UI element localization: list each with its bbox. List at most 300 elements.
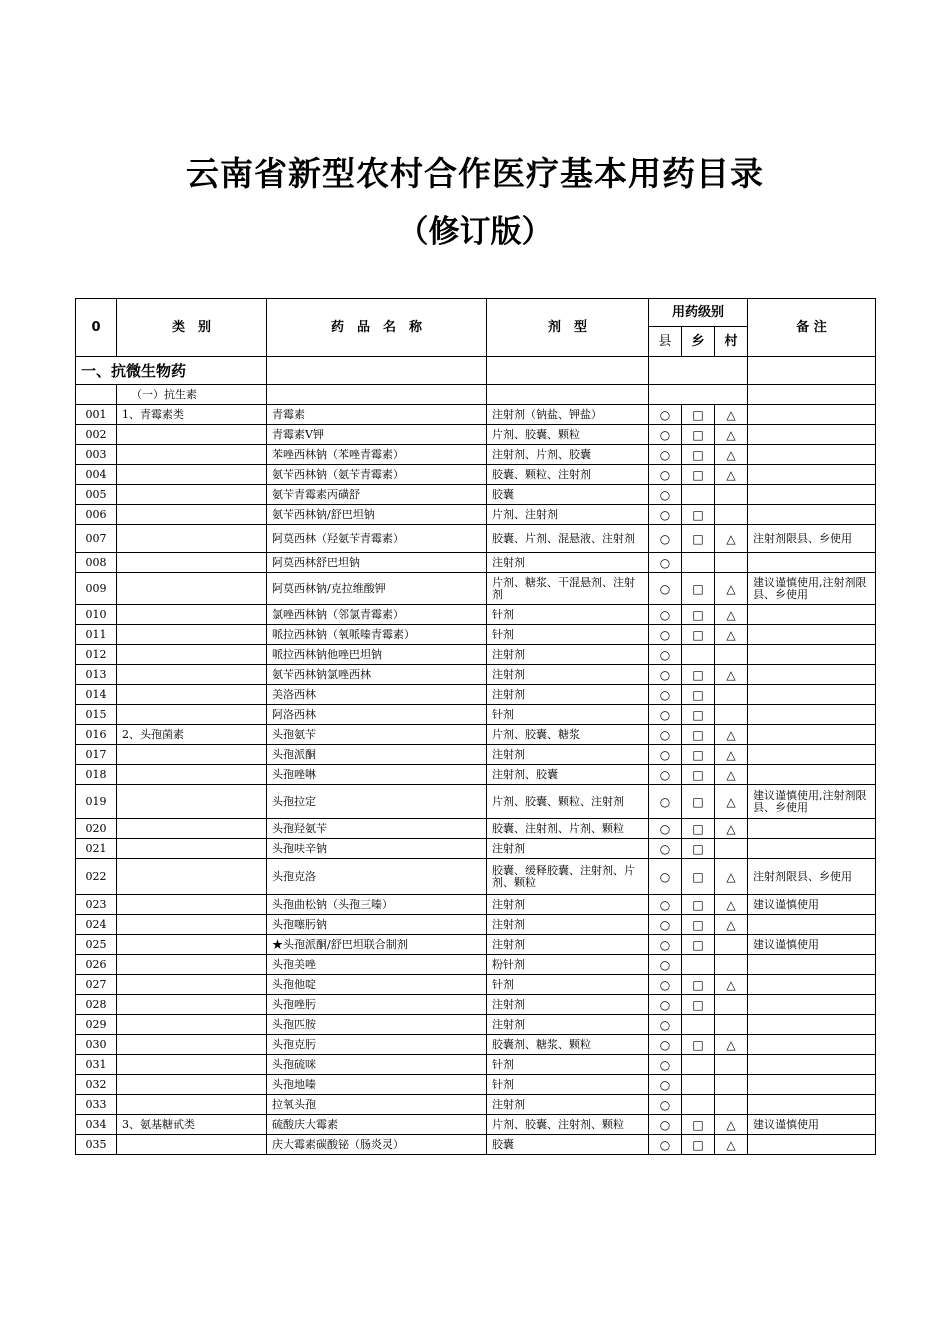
row-dosage-form: 针剂 xyxy=(487,1055,649,1075)
row-note xyxy=(748,665,876,685)
row-village-level xyxy=(715,645,748,665)
row-county-level: ○ xyxy=(649,1035,682,1055)
row-village-level xyxy=(715,1055,748,1075)
row-dosage-form: 注射剂 xyxy=(487,995,649,1015)
row-township-level: □ xyxy=(682,525,715,553)
table-row xyxy=(76,605,876,625)
row-number: 001 xyxy=(76,405,117,425)
row-number: 021 xyxy=(76,839,117,859)
row-drug-name: 哌拉西林钠他唑巴坦钠 xyxy=(267,645,487,665)
row-village-level xyxy=(715,995,748,1015)
row-category xyxy=(117,975,267,995)
table-row xyxy=(76,895,876,915)
row-category xyxy=(117,445,267,465)
row-number: 032 xyxy=(76,1075,117,1095)
row-note xyxy=(748,819,876,839)
table-row xyxy=(76,935,876,955)
table-row xyxy=(76,839,876,859)
row-category xyxy=(117,625,267,645)
row-dosage-form: 注射剂 xyxy=(487,745,649,765)
row-village-level xyxy=(715,485,748,505)
table-row xyxy=(76,405,876,425)
row-township-level: □ xyxy=(682,975,715,995)
row-number: 025 xyxy=(76,935,117,955)
row-drug-name: 头孢他啶 xyxy=(267,975,487,995)
row-village-level xyxy=(715,505,748,525)
table-row xyxy=(76,1055,876,1075)
row-note xyxy=(748,1055,876,1075)
row-number: 022 xyxy=(76,859,117,895)
row-number: 010 xyxy=(76,605,117,625)
header-drug-name: 药 品 名 称 xyxy=(267,299,487,357)
row-category xyxy=(117,955,267,975)
row-category xyxy=(117,605,267,625)
row-village-level xyxy=(715,553,748,573)
row-county-level: ○ xyxy=(649,785,682,819)
row-county-level: ○ xyxy=(649,705,682,725)
row-number: 019 xyxy=(76,785,117,819)
row-county-level: ○ xyxy=(649,605,682,625)
row-village-level: △ xyxy=(715,745,748,765)
row-dosage-form: 粉针剂 xyxy=(487,955,649,975)
row-village-level: △ xyxy=(715,625,748,645)
row-number: 006 xyxy=(76,505,117,525)
row-note: 建议谨慎使用,注射剂限县、乡使用 xyxy=(748,573,876,605)
row-category xyxy=(117,485,267,505)
row-dosage-form: 片剂、注射剂 xyxy=(487,505,649,525)
row-dosage-form: 针剂 xyxy=(487,1075,649,1095)
row-drug-name: 阿莫西林舒巴坦钠 xyxy=(267,553,487,573)
row-category xyxy=(117,505,267,525)
row-number: 014 xyxy=(76,685,117,705)
row-county-level: ○ xyxy=(649,1075,682,1095)
row-township-level: □ xyxy=(682,685,715,705)
row-note xyxy=(748,505,876,525)
row-category xyxy=(117,745,267,765)
row-county-level: ○ xyxy=(649,445,682,465)
row-drug-name: 青霉素Ⅴ钾 xyxy=(267,425,487,445)
row-drug-name: 阿洛西林 xyxy=(267,705,487,725)
table-row xyxy=(76,725,876,745)
header-note: 备 注 xyxy=(748,299,876,357)
row-township-level: □ xyxy=(682,705,715,725)
row-number: 034 xyxy=(76,1115,117,1135)
row-category xyxy=(117,915,267,935)
row-note: 注射剂限县、乡使用 xyxy=(748,859,876,895)
row-note xyxy=(748,1035,876,1055)
row-township-level: □ xyxy=(682,785,715,819)
row-township-level xyxy=(682,1015,715,1035)
row-drug-name: 头孢硫咪 xyxy=(267,1055,487,1075)
row-village-level: △ xyxy=(715,1115,748,1135)
row-note xyxy=(748,745,876,765)
row-number: 002 xyxy=(76,425,117,445)
row-drug-name: 拉氧头孢 xyxy=(267,1095,487,1115)
row-county-level: ○ xyxy=(649,955,682,975)
row-county-level: ○ xyxy=(649,745,682,765)
row-township-level xyxy=(682,553,715,573)
table-row xyxy=(76,975,876,995)
row-drug-name: 头孢曲松钠（头孢三嗪） xyxy=(267,895,487,915)
row-township-level xyxy=(682,485,715,505)
row-village-level xyxy=(715,1015,748,1035)
row-number: 011 xyxy=(76,625,117,645)
row-number: 013 xyxy=(76,665,117,685)
row-dosage-form: 针剂 xyxy=(487,625,649,645)
row-township-level xyxy=(682,1055,715,1075)
row-note xyxy=(748,645,876,665)
row-township-level: □ xyxy=(682,1115,715,1135)
row-dosage-form: 胶囊、片剂、混悬液、注射剂 xyxy=(487,525,649,553)
row-note xyxy=(748,485,876,505)
row-county-level: ○ xyxy=(649,895,682,915)
row-township-level: □ xyxy=(682,465,715,485)
row-number: 009 xyxy=(76,573,117,605)
table-row xyxy=(76,1135,876,1155)
row-note xyxy=(748,625,876,645)
row-drug-name: 庆大霉素碳酸铋（肠炎灵） xyxy=(267,1135,487,1155)
row-township-level: □ xyxy=(682,505,715,525)
row-county-level: ○ xyxy=(649,685,682,705)
row-dosage-form: 胶囊 xyxy=(487,1135,649,1155)
row-note xyxy=(748,1135,876,1155)
row-drug-name: 氨苄西林钠（氨苄青霉素） xyxy=(267,465,487,485)
row-note xyxy=(748,705,876,725)
row-township-level: □ xyxy=(682,859,715,895)
table-row xyxy=(76,859,876,895)
row-township-level: □ xyxy=(682,819,715,839)
table-row xyxy=(76,485,876,505)
table-row xyxy=(76,1095,876,1115)
row-dosage-form: 针剂 xyxy=(487,705,649,725)
row-category xyxy=(117,1075,267,1095)
row-county-level: ○ xyxy=(649,1015,682,1035)
row-township-level: □ xyxy=(682,625,715,645)
row-category xyxy=(117,525,267,553)
table-row xyxy=(76,1015,876,1035)
row-township-level: □ xyxy=(682,765,715,785)
row-category xyxy=(117,1095,267,1115)
row-drug-name: 头孢匹胺 xyxy=(267,1015,487,1035)
row-note xyxy=(748,685,876,705)
row-note xyxy=(748,765,876,785)
row-township-level: □ xyxy=(682,935,715,955)
row-note xyxy=(748,405,876,425)
table-row xyxy=(76,685,876,705)
row-note xyxy=(748,553,876,573)
row-category xyxy=(117,785,267,819)
row-county-level: ○ xyxy=(649,645,682,665)
row-county-level: ○ xyxy=(649,525,682,553)
row-category xyxy=(117,705,267,725)
row-drug-name: 头孢唑肟 xyxy=(267,995,487,1015)
row-dosage-form: 注射剂、片剂、胶囊 xyxy=(487,445,649,465)
row-category: 1、青霉素类 xyxy=(117,405,267,425)
row-township-level: □ xyxy=(682,725,715,745)
row-drug-name: 氯唑西林钠（邻氯青霉素） xyxy=(267,605,487,625)
drug-catalog-table xyxy=(75,298,876,1155)
row-category xyxy=(117,765,267,785)
row-number: 004 xyxy=(76,465,117,485)
row-drug-name: 头孢派酮 xyxy=(267,745,487,765)
row-note: 注射剂限县、乡使用 xyxy=(748,525,876,553)
row-dosage-form: 注射剂 xyxy=(487,1095,649,1115)
row-county-level: ○ xyxy=(649,975,682,995)
row-dosage-form: 胶囊、注射剂、片剂、颗粒 xyxy=(487,819,649,839)
row-drug-name: ★头孢派酮/舒巴坦联合制剂 xyxy=(267,935,487,955)
row-village-level: △ xyxy=(715,1035,748,1055)
row-category xyxy=(117,995,267,1015)
row-village-level: △ xyxy=(715,859,748,895)
row-category xyxy=(117,1055,267,1075)
row-village-level xyxy=(715,1075,748,1095)
row-category xyxy=(117,685,267,705)
row-dosage-form: 片剂、胶囊、糖浆 xyxy=(487,725,649,745)
table-row xyxy=(76,425,876,445)
row-drug-name: 青霉素 xyxy=(267,405,487,425)
row-township-level: □ xyxy=(682,1035,715,1055)
row-dosage-form: 注射剂 xyxy=(487,553,649,573)
row-number: 030 xyxy=(76,1035,117,1055)
row-county-level: ○ xyxy=(649,1115,682,1135)
table-row xyxy=(76,785,876,819)
row-county-level: ○ xyxy=(649,935,682,955)
row-township-level: □ xyxy=(682,745,715,765)
row-county-level: ○ xyxy=(649,485,682,505)
row-number: 016 xyxy=(76,725,117,745)
subsection-title: （一）抗生素 xyxy=(117,385,267,405)
table-row xyxy=(76,525,876,553)
row-village-level xyxy=(715,1095,748,1115)
row-village-level: △ xyxy=(715,915,748,935)
table-row xyxy=(76,445,876,465)
row-county-level: ○ xyxy=(649,995,682,1015)
row-township-level xyxy=(682,1075,715,1095)
row-county-level: ○ xyxy=(649,1095,682,1115)
row-dosage-form: 针剂 xyxy=(487,605,649,625)
header-dosage-form: 剂 型 xyxy=(487,299,649,357)
row-category xyxy=(117,665,267,685)
row-township-level: □ xyxy=(682,405,715,425)
row-village-level xyxy=(715,839,748,859)
row-number: 026 xyxy=(76,955,117,975)
row-county-level: ○ xyxy=(649,1135,682,1155)
row-dosage-form: 注射剂 xyxy=(487,915,649,935)
row-village-level: △ xyxy=(715,525,748,553)
row-township-level xyxy=(682,1095,715,1115)
row-number: 033 xyxy=(76,1095,117,1115)
row-drug-name: 头孢拉定 xyxy=(267,785,487,819)
row-number: 018 xyxy=(76,765,117,785)
row-village-level xyxy=(715,935,748,955)
row-category xyxy=(117,895,267,915)
row-township-level: □ xyxy=(682,605,715,625)
row-county-level: ○ xyxy=(649,839,682,859)
row-number: 031 xyxy=(76,1055,117,1075)
row-village-level: △ xyxy=(715,785,748,819)
row-note: 建议谨慎使用 xyxy=(748,895,876,915)
table-row xyxy=(76,465,876,485)
row-township-level: □ xyxy=(682,895,715,915)
row-village-level: △ xyxy=(715,665,748,685)
row-dosage-form: 注射剂 xyxy=(487,895,649,915)
row-category xyxy=(117,819,267,839)
row-drug-name: 苯唑西林钠（苯唑青霉素） xyxy=(267,445,487,465)
row-number: 024 xyxy=(76,915,117,935)
row-village-level: △ xyxy=(715,445,748,465)
row-county-level: ○ xyxy=(649,1055,682,1075)
row-drug-name: 硫酸庆大霉素 xyxy=(267,1115,487,1135)
row-drug-name: 氨苄西林钠氯唑西林 xyxy=(267,665,487,685)
row-drug-name: 头孢地嗪 xyxy=(267,1075,487,1095)
row-dosage-form: 注射剂（钠盐、钾盐） xyxy=(487,405,649,425)
row-county-level: ○ xyxy=(649,405,682,425)
row-note xyxy=(748,445,876,465)
row-note: 建议谨慎使用 xyxy=(748,935,876,955)
row-category xyxy=(117,935,267,955)
table-row xyxy=(76,745,876,765)
row-drug-name: 阿莫西林（羟氨苄青霉素） xyxy=(267,525,487,553)
row-township-level: □ xyxy=(682,995,715,1015)
row-drug-name: 头孢氨苄 xyxy=(267,725,487,745)
table-row xyxy=(76,553,876,573)
row-number: 029 xyxy=(76,1015,117,1035)
row-dosage-form: 注射剂、胶囊 xyxy=(487,765,649,785)
row-number: 008 xyxy=(76,553,117,573)
row-note xyxy=(748,465,876,485)
row-village-level xyxy=(715,705,748,725)
row-drug-name: 氨苄西林钠/舒巴坦钠 xyxy=(267,505,487,525)
row-village-level: △ xyxy=(715,895,748,915)
row-township-level: □ xyxy=(682,425,715,445)
table-row xyxy=(76,995,876,1015)
row-note xyxy=(748,725,876,745)
row-drug-name: 头孢美唑 xyxy=(267,955,487,975)
header-number: 0 xyxy=(76,299,117,357)
row-number: 012 xyxy=(76,645,117,665)
row-village-level: △ xyxy=(715,605,748,625)
row-number: 017 xyxy=(76,745,117,765)
row-township-level xyxy=(682,645,715,665)
row-dosage-form: 片剂、胶囊、颗粒 xyxy=(487,425,649,445)
row-dosage-form: 胶囊 xyxy=(487,485,649,505)
row-number: 003 xyxy=(76,445,117,465)
row-dosage-form: 注射剂 xyxy=(487,839,649,859)
row-note xyxy=(748,995,876,1015)
row-dosage-form: 注射剂 xyxy=(487,665,649,685)
table-row xyxy=(76,505,876,525)
row-village-level: △ xyxy=(715,573,748,605)
row-category xyxy=(117,465,267,485)
row-note xyxy=(748,839,876,859)
header-county: 县 xyxy=(649,327,682,357)
row-township-level: □ xyxy=(682,573,715,605)
row-village-level: △ xyxy=(715,975,748,995)
row-village-level xyxy=(715,955,748,975)
document-title: 云南省新型农村合作医疗基本用药目录 xyxy=(186,154,764,193)
row-township-level: □ xyxy=(682,1135,715,1155)
row-category xyxy=(117,425,267,445)
row-category xyxy=(117,553,267,573)
row-dosage-form: 胶囊、缓释胶囊、注射剂、片剂、颗粒 xyxy=(487,859,649,895)
row-village-level: △ xyxy=(715,425,748,445)
row-category: 2、头孢菌素 xyxy=(117,725,267,745)
row-number: 028 xyxy=(76,995,117,1015)
table-row xyxy=(76,705,876,725)
row-village-level xyxy=(715,685,748,705)
row-category xyxy=(117,859,267,895)
row-note xyxy=(748,955,876,975)
row-dosage-form: 片剂、胶囊、颗粒、注射剂 xyxy=(487,785,649,819)
section-title: 一、抗微生物药 xyxy=(76,357,267,385)
row-category xyxy=(117,573,267,605)
row-county-level: ○ xyxy=(649,765,682,785)
row-note: 建议谨慎使用,注射剂限县、乡使用 xyxy=(748,785,876,819)
table-row xyxy=(76,765,876,785)
row-dosage-form: 注射剂 xyxy=(487,1015,649,1035)
row-county-level: ○ xyxy=(649,725,682,745)
row-number: 023 xyxy=(76,895,117,915)
row-township-level: □ xyxy=(682,665,715,685)
header-township: 乡 xyxy=(682,327,715,357)
row-drug-name: 头孢呋辛钠 xyxy=(267,839,487,859)
table-row xyxy=(76,645,876,665)
row-village-level: △ xyxy=(715,465,748,485)
row-drug-name: 头孢克肟 xyxy=(267,1035,487,1055)
row-county-level: ○ xyxy=(649,553,682,573)
row-county-level: ○ xyxy=(649,915,682,935)
table-row xyxy=(76,625,876,645)
row-number: 020 xyxy=(76,819,117,839)
row-county-level: ○ xyxy=(649,505,682,525)
row-drug-name: 头孢唑啉 xyxy=(267,765,487,785)
row-dosage-form: 片剂、胶囊、注射剂、颗粒 xyxy=(487,1115,649,1135)
table-row xyxy=(76,915,876,935)
table-row xyxy=(76,955,876,975)
row-village-level: △ xyxy=(715,405,748,425)
row-category xyxy=(117,1035,267,1055)
table-row xyxy=(76,1075,876,1095)
row-note xyxy=(748,1095,876,1115)
table-row xyxy=(76,573,876,605)
row-note xyxy=(748,975,876,995)
row-note xyxy=(748,605,876,625)
row-category xyxy=(117,1135,267,1155)
row-village-level: △ xyxy=(715,1135,748,1155)
row-note: 建议谨慎使用 xyxy=(748,1115,876,1135)
row-note xyxy=(748,1075,876,1095)
row-village-level: △ xyxy=(715,725,748,745)
row-number: 007 xyxy=(76,525,117,553)
row-note xyxy=(748,1015,876,1035)
row-category xyxy=(117,645,267,665)
row-category xyxy=(117,1015,267,1035)
header-usage-level: 用药级别 xyxy=(649,299,748,327)
row-note xyxy=(748,425,876,445)
row-township-level: □ xyxy=(682,915,715,935)
row-category: 3、氨基糖甙类 xyxy=(117,1115,267,1135)
table-row xyxy=(76,665,876,685)
row-township-level: □ xyxy=(682,445,715,465)
row-category xyxy=(117,839,267,859)
row-township-level xyxy=(682,955,715,975)
row-county-level: ○ xyxy=(649,625,682,645)
row-drug-name: 头孢克洛 xyxy=(267,859,487,895)
row-township-level: □ xyxy=(682,839,715,859)
row-village-level: △ xyxy=(715,819,748,839)
document-subtitle: （修订版） xyxy=(397,214,553,250)
row-drug-name: 美洛西林 xyxy=(267,685,487,705)
